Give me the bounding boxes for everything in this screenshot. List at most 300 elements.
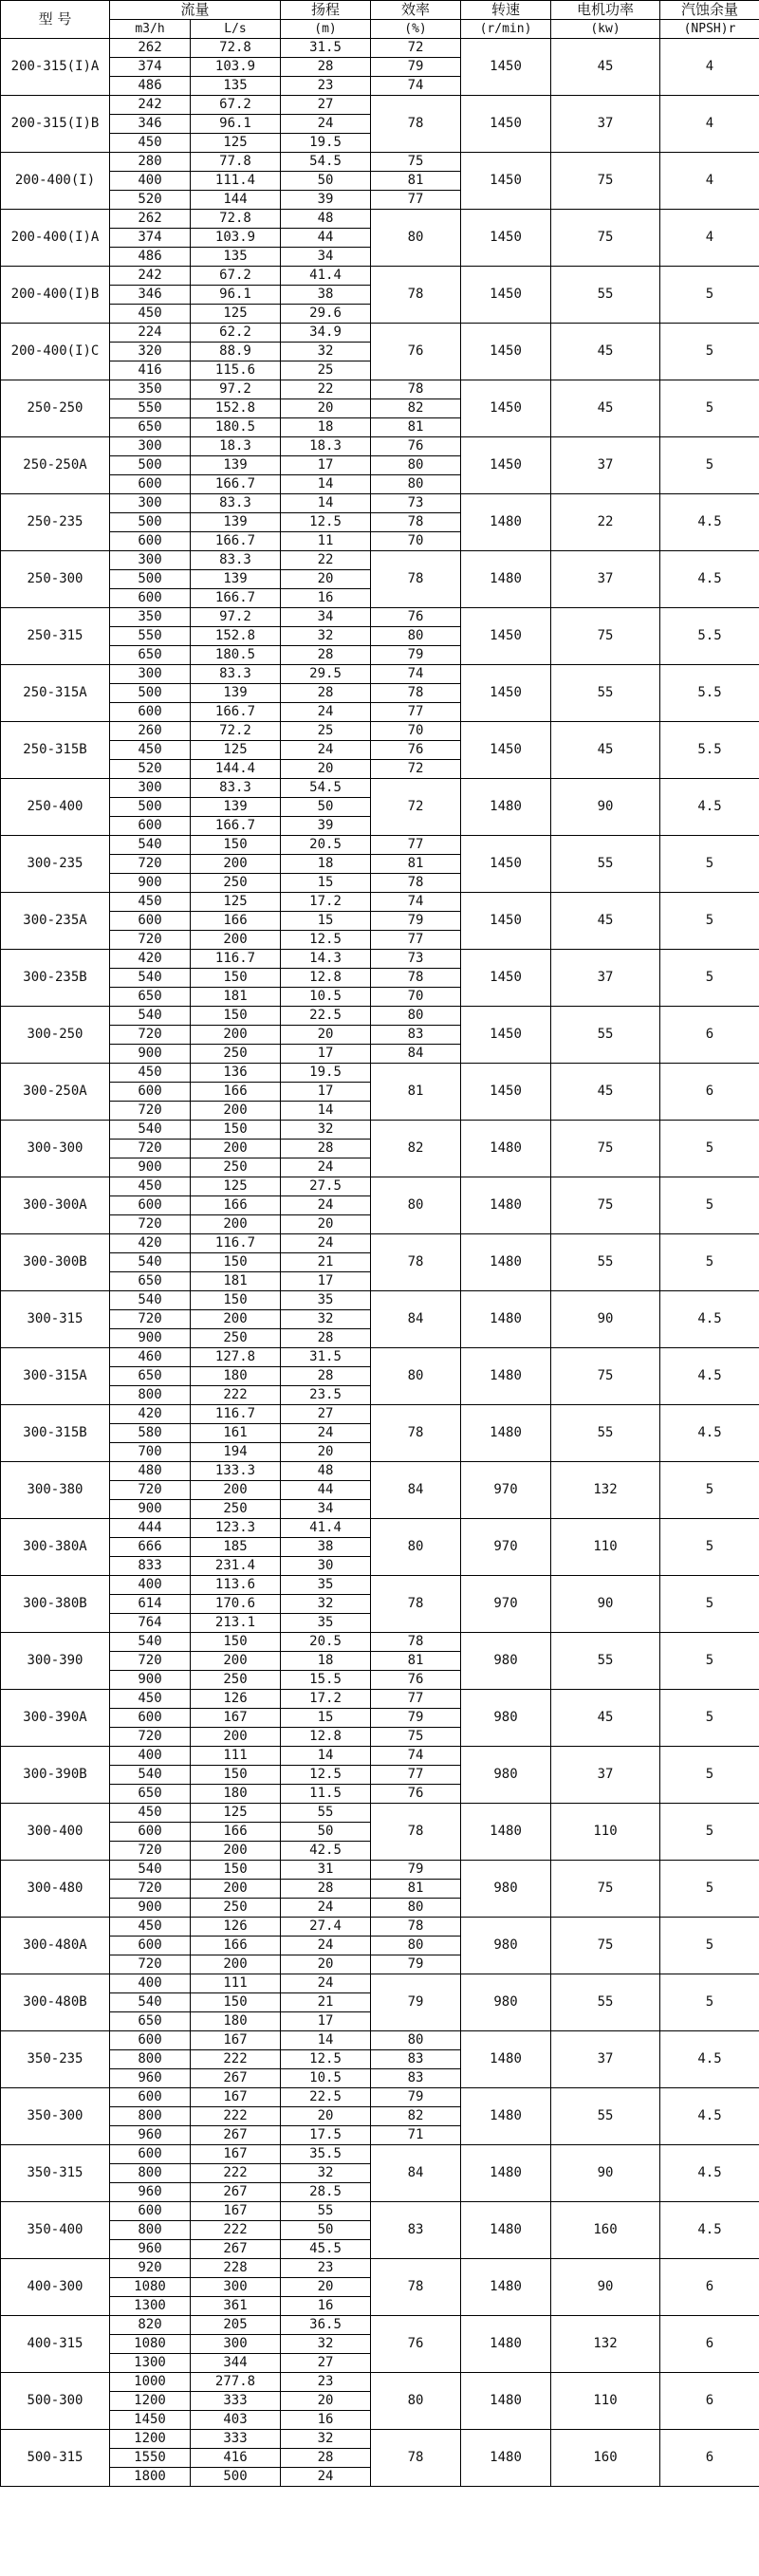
speed-cell: 980 bbox=[461, 1633, 551, 1690]
flow-ls-cell: 67.2 bbox=[191, 96, 281, 115]
flow-ls-cell: 200 bbox=[191, 1481, 281, 1500]
power-cell: 110 bbox=[551, 1519, 660, 1576]
head-cell: 31.5 bbox=[281, 39, 371, 58]
head-cell: 15 bbox=[281, 874, 371, 893]
flow-ls-cell: 125 bbox=[191, 1177, 281, 1196]
flow-m3h-cell: 600 bbox=[110, 817, 191, 836]
head-cell: 22.5 bbox=[281, 1007, 371, 1026]
npsh-cell: 6 bbox=[660, 2430, 759, 2487]
table-row bbox=[1, 96, 759, 115]
efficiency-cell: 78 bbox=[371, 1576, 461, 1633]
head-cell: 38 bbox=[281, 1538, 371, 1557]
head-cell: 17.5 bbox=[281, 2126, 371, 2145]
npsh-cell: 5 bbox=[660, 1747, 759, 1804]
flow-m3h-cell: 486 bbox=[110, 248, 191, 267]
flow-m3h-cell: 300 bbox=[110, 437, 191, 456]
flow-ls-cell: 126 bbox=[191, 1690, 281, 1709]
npsh-cell: 5 bbox=[660, 437, 759, 494]
table-row bbox=[1, 1405, 759, 1424]
power-cell: 45 bbox=[551, 1064, 660, 1121]
power-cell: 75 bbox=[551, 1861, 660, 1918]
flow-ls-cell: 185 bbox=[191, 1538, 281, 1557]
head-cell: 35 bbox=[281, 1291, 371, 1310]
model-cell: 200-400(I)C bbox=[1, 324, 110, 380]
head-cell: 15 bbox=[281, 1709, 371, 1728]
power-cell: 90 bbox=[551, 779, 660, 836]
power-cell: 90 bbox=[551, 2145, 660, 2202]
head-cell: 32 bbox=[281, 2164, 371, 2183]
flow-m3h-cell: 800 bbox=[110, 2221, 191, 2240]
model-cell: 300-480 bbox=[1, 1861, 110, 1918]
flow-m3h-cell: 540 bbox=[110, 1291, 191, 1310]
flow-m3h-cell: 320 bbox=[110, 343, 191, 361]
npsh-cell: 4.5 bbox=[660, 2202, 759, 2259]
npsh-cell: 4.5 bbox=[660, 494, 759, 551]
efficiency-cell: 83 bbox=[371, 2050, 461, 2069]
flow-m3h-cell: 1200 bbox=[110, 2392, 191, 2411]
head-cell: 20.5 bbox=[281, 1633, 371, 1652]
power-cell: 75 bbox=[551, 210, 660, 267]
head-cell: 48 bbox=[281, 1462, 371, 1481]
efficiency-cell: 80 bbox=[371, 1177, 461, 1234]
head-cell: 41.4 bbox=[281, 1519, 371, 1538]
model-cell: 300-390B bbox=[1, 1747, 110, 1804]
head-cell: 27.5 bbox=[281, 1177, 371, 1196]
flow-m3h-cell: 720 bbox=[110, 1140, 191, 1158]
model-cell: 300-315 bbox=[1, 1291, 110, 1348]
flow-m3h-cell: 550 bbox=[110, 399, 191, 418]
npsh-cell: 4.5 bbox=[660, 551, 759, 608]
power-cell: 160 bbox=[551, 2430, 660, 2487]
efficiency-cell: 72 bbox=[371, 39, 461, 58]
flow-m3h-cell: 500 bbox=[110, 513, 191, 532]
efficiency-cell: 74 bbox=[371, 77, 461, 96]
flow-ls-cell: 125 bbox=[191, 134, 281, 153]
efficiency-cell: 79 bbox=[371, 1955, 461, 1974]
power-unit: (kw) bbox=[551, 20, 660, 39]
table-row bbox=[1, 1804, 759, 1823]
flow-m3h-cell: 800 bbox=[110, 1386, 191, 1405]
table-row bbox=[1, 2088, 759, 2107]
flow-m3h-cell: 420 bbox=[110, 1234, 191, 1253]
flow-m3h-cell: 600 bbox=[110, 1823, 191, 1842]
head-cell: 28 bbox=[281, 58, 371, 77]
flow-ls-cell: 62.2 bbox=[191, 324, 281, 343]
head-cell: 14 bbox=[281, 475, 371, 494]
efficiency-cell: 73 bbox=[371, 950, 461, 969]
table-row bbox=[1, 380, 759, 399]
head-cell: 23 bbox=[281, 2373, 371, 2392]
speed-cell: 1450 bbox=[461, 950, 551, 1007]
flow-ls-cell: 250 bbox=[191, 1500, 281, 1519]
model-cell: 300-250A bbox=[1, 1064, 110, 1121]
power-cell: 75 bbox=[551, 608, 660, 665]
head-cell: 28 bbox=[281, 646, 371, 665]
flow-ls-cell: 166 bbox=[191, 1083, 281, 1102]
npsh-cell: 5 bbox=[660, 1121, 759, 1177]
npsh-cell: 5 bbox=[660, 836, 759, 893]
flow-m3h-cell: 300 bbox=[110, 551, 191, 570]
flow-m3h-cell: 450 bbox=[110, 741, 191, 760]
table-row bbox=[1, 2202, 759, 2221]
flow-ls-cell: 403 bbox=[191, 2411, 281, 2430]
flow-ls-cell: 166 bbox=[191, 912, 281, 931]
flow-m3h-cell: 600 bbox=[110, 2202, 191, 2221]
efficiency-cell: 80 bbox=[371, 2031, 461, 2050]
head-cell: 20 bbox=[281, 1955, 371, 1974]
flow-ls-cell: 67.2 bbox=[191, 267, 281, 286]
speed-cell: 1480 bbox=[461, 551, 551, 608]
head-cell: 50 bbox=[281, 172, 371, 191]
npsh-cell: 6 bbox=[660, 2259, 759, 2316]
speed-cell: 1450 bbox=[461, 665, 551, 722]
flow-ls-cell: 161 bbox=[191, 1424, 281, 1443]
flow-ls-cell: 167 bbox=[191, 2031, 281, 2050]
head-cell: 55 bbox=[281, 1804, 371, 1823]
head-cell: 28 bbox=[281, 1140, 371, 1158]
table-row bbox=[1, 1861, 759, 1880]
power-cell: 37 bbox=[551, 950, 660, 1007]
table-row bbox=[1, 1918, 759, 1937]
flow-m3h-cell: 1080 bbox=[110, 2278, 191, 2297]
head-cell: 32 bbox=[281, 1121, 371, 1140]
head-cell: 34 bbox=[281, 1500, 371, 1519]
flow-m3h-cell: 444 bbox=[110, 1519, 191, 1538]
head-cell: 35 bbox=[281, 1576, 371, 1595]
head-cell: 18.3 bbox=[281, 437, 371, 456]
flow-m3h-cell: 300 bbox=[110, 779, 191, 798]
efficiency-cell: 79 bbox=[371, 646, 461, 665]
head-cell: 18 bbox=[281, 418, 371, 437]
flow-ls-cell: 500 bbox=[191, 2468, 281, 2487]
flow-m3h-cell: 600 bbox=[110, 1709, 191, 1728]
flow-m3h-cell: 960 bbox=[110, 2240, 191, 2259]
flow-ls-cell: 77.8 bbox=[191, 153, 281, 172]
efficiency-cell: 70 bbox=[371, 988, 461, 1007]
speed-cell: 1480 bbox=[461, 494, 551, 551]
efficiency-cell: 76 bbox=[371, 608, 461, 627]
head-cell: 14 bbox=[281, 2031, 371, 2050]
header-row bbox=[1, 1, 759, 20]
flow-ls-cell: 125 bbox=[191, 305, 281, 324]
flow-m3h-cell: 450 bbox=[110, 1918, 191, 1937]
npsh-cell: 5 bbox=[660, 324, 759, 380]
npsh-cell: 4.5 bbox=[660, 1348, 759, 1405]
flow-ls-cell: 361 bbox=[191, 2297, 281, 2316]
flow-ls-cell: 152.8 bbox=[191, 627, 281, 646]
flow-m3h-cell: 720 bbox=[110, 855, 191, 874]
flow-m3h-cell: 550 bbox=[110, 627, 191, 646]
npsh-cell: 5.5 bbox=[660, 722, 759, 779]
table-row bbox=[1, 1633, 759, 1652]
efficiency-cell: 80 bbox=[371, 1937, 461, 1955]
flow-m3h-cell: 300 bbox=[110, 665, 191, 684]
flow-m3h-cell: 260 bbox=[110, 722, 191, 741]
npsh-cell: 5 bbox=[660, 950, 759, 1007]
flow-ls-cell: 127.8 bbox=[191, 1348, 281, 1367]
head-header: 扬程 bbox=[281, 1, 371, 20]
efficiency-cell: 79 bbox=[371, 2088, 461, 2107]
speed-cell: 980 bbox=[461, 1918, 551, 1974]
head-cell: 15.5 bbox=[281, 1671, 371, 1690]
flow-ls-cell: 250 bbox=[191, 1158, 281, 1177]
flow-ls-cell: 150 bbox=[191, 1861, 281, 1880]
flow-m3h-cell: 720 bbox=[110, 1842, 191, 1861]
efficiency-cell: 77 bbox=[371, 1690, 461, 1709]
flow-m3h-cell: 600 bbox=[110, 2088, 191, 2107]
table-row bbox=[1, 1974, 759, 1993]
head-cell: 32 bbox=[281, 343, 371, 361]
flow-ls-cell: 300 bbox=[191, 2278, 281, 2297]
flow-ls-cell: 150 bbox=[191, 1766, 281, 1785]
efficiency-header: 效率 bbox=[371, 1, 461, 20]
head-cell: 50 bbox=[281, 2221, 371, 2240]
efficiency-cell: 78 bbox=[371, 1633, 461, 1652]
table-row bbox=[1, 836, 759, 855]
efficiency-cell: 83 bbox=[371, 2069, 461, 2088]
flow-m3h-cell: 1000 bbox=[110, 2373, 191, 2392]
head-cell: 30 bbox=[281, 1557, 371, 1576]
power-cell: 160 bbox=[551, 2202, 660, 2259]
head-cell: 24 bbox=[281, 1974, 371, 1993]
flow-m3h-cell: 420 bbox=[110, 1405, 191, 1424]
flow-ls-cell: 267 bbox=[191, 2126, 281, 2145]
head-cell: 22 bbox=[281, 380, 371, 399]
speed-cell: 1450 bbox=[461, 437, 551, 494]
flow-m3h-cell: 540 bbox=[110, 969, 191, 988]
head-cell: 17 bbox=[281, 1083, 371, 1102]
power-cell: 45 bbox=[551, 324, 660, 380]
head-cell: 17 bbox=[281, 456, 371, 475]
head-cell: 14 bbox=[281, 1102, 371, 1121]
flow-ls-cell: 133.3 bbox=[191, 1462, 281, 1481]
flow-m3h-cell: 450 bbox=[110, 1804, 191, 1823]
head-cell: 28 bbox=[281, 1329, 371, 1348]
flow-ls-cell: 181 bbox=[191, 1272, 281, 1291]
flow-ls-cell: 166.7 bbox=[191, 532, 281, 551]
flow-m3h-cell: 600 bbox=[110, 1083, 191, 1102]
flow-m3h-cell: 720 bbox=[110, 1310, 191, 1329]
table-body bbox=[1, 39, 759, 2487]
flow-ls-cell: 200 bbox=[191, 1728, 281, 1747]
efficiency-cell: 76 bbox=[371, 1785, 461, 1804]
npsh-cell: 4.5 bbox=[660, 2031, 759, 2088]
flow-m3h-unit: m3/h bbox=[110, 20, 191, 39]
flow-m3h-cell: 1080 bbox=[110, 2335, 191, 2354]
efficiency-cell: 77 bbox=[371, 703, 461, 722]
flow-ls-cell: 250 bbox=[191, 874, 281, 893]
flow-ls-cell: 228 bbox=[191, 2259, 281, 2278]
model-cell: 300-390A bbox=[1, 1690, 110, 1747]
model-cell: 500-315 bbox=[1, 2430, 110, 2487]
flow-m3h-cell: 540 bbox=[110, 1633, 191, 1652]
flow-ls-cell: 113.6 bbox=[191, 1576, 281, 1595]
flow-ls-cell: 200 bbox=[191, 1140, 281, 1158]
head-cell: 24 bbox=[281, 1424, 371, 1443]
power-cell: 55 bbox=[551, 1633, 660, 1690]
flow-ls-cell: 277.8 bbox=[191, 2373, 281, 2392]
head-cell: 54.5 bbox=[281, 779, 371, 798]
flow-m3h-cell: 400 bbox=[110, 1974, 191, 1993]
flow-ls-cell: 126 bbox=[191, 1918, 281, 1937]
npsh-cell: 6 bbox=[660, 2316, 759, 2373]
head-cell: 20.5 bbox=[281, 836, 371, 855]
head-cell: 32 bbox=[281, 1310, 371, 1329]
flow-m3h-cell: 666 bbox=[110, 1538, 191, 1557]
power-cell: 55 bbox=[551, 665, 660, 722]
model-cell: 300-235B bbox=[1, 950, 110, 1007]
flow-m3h-cell: 720 bbox=[110, 1728, 191, 1747]
head-cell: 20 bbox=[281, 1443, 371, 1462]
flow-ls-cell: 180 bbox=[191, 2012, 281, 2031]
flow-m3h-cell: 540 bbox=[110, 1993, 191, 2012]
flow-m3h-cell: 242 bbox=[110, 96, 191, 115]
power-cell: 37 bbox=[551, 96, 660, 153]
flow-m3h-cell: 500 bbox=[110, 684, 191, 703]
model-cell: 350-300 bbox=[1, 2088, 110, 2145]
head-cell: 20 bbox=[281, 2392, 371, 2411]
efficiency-cell: 80 bbox=[371, 1007, 461, 1026]
head-cell: 44 bbox=[281, 229, 371, 248]
npsh-cell: 4 bbox=[660, 39, 759, 96]
model-cell: 300-390 bbox=[1, 1633, 110, 1690]
flow-ls-cell: 83.3 bbox=[191, 551, 281, 570]
head-cell: 10.5 bbox=[281, 988, 371, 1007]
head-cell: 22.5 bbox=[281, 2088, 371, 2107]
power-cell: 55 bbox=[551, 1974, 660, 2031]
model-cell: 250-400 bbox=[1, 779, 110, 836]
speed-cell: 1450 bbox=[461, 96, 551, 153]
head-cell: 25 bbox=[281, 361, 371, 380]
efficiency-cell: 81 bbox=[371, 418, 461, 437]
model-cell: 300-380B bbox=[1, 1576, 110, 1633]
efficiency-cell: 83 bbox=[371, 1026, 461, 1045]
head-cell: 36.5 bbox=[281, 2316, 371, 2335]
flow-ls-cell: 116.7 bbox=[191, 1234, 281, 1253]
head-cell: 16 bbox=[281, 589, 371, 608]
flow-ls-cell: 166 bbox=[191, 1937, 281, 1955]
npsh-cell: 5 bbox=[660, 1234, 759, 1291]
flow-ls-cell: 72.8 bbox=[191, 210, 281, 229]
flow-m3h-cell: 920 bbox=[110, 2259, 191, 2278]
table-row bbox=[1, 324, 759, 343]
flow-ls-cell: 97.2 bbox=[191, 608, 281, 627]
flow-ls-cell: 194 bbox=[191, 1443, 281, 1462]
table-row bbox=[1, 1064, 759, 1083]
table-row bbox=[1, 1348, 759, 1367]
table-row bbox=[1, 1007, 759, 1026]
head-cell: 39 bbox=[281, 191, 371, 210]
power-cell: 55 bbox=[551, 1234, 660, 1291]
flow-m3h-cell: 720 bbox=[110, 1215, 191, 1234]
efficiency-cell: 78 bbox=[371, 96, 461, 153]
flow-m3h-cell: 450 bbox=[110, 893, 191, 912]
flow-m3h-cell: 720 bbox=[110, 1481, 191, 1500]
head-cell: 12.5 bbox=[281, 931, 371, 950]
flow-ls-cell: 150 bbox=[191, 969, 281, 988]
flow-ls-cell: 180.5 bbox=[191, 646, 281, 665]
flow-m3h-cell: 480 bbox=[110, 1462, 191, 1481]
efficiency-cell: 78 bbox=[371, 267, 461, 324]
unit-row bbox=[1, 20, 759, 39]
flow-ls-cell: 333 bbox=[191, 2392, 281, 2411]
model-cell: 500-300 bbox=[1, 2373, 110, 2430]
speed-cell: 1450 bbox=[461, 836, 551, 893]
efficiency-cell: 76 bbox=[371, 1671, 461, 1690]
flow-m3h-cell: 900 bbox=[110, 1045, 191, 1064]
model-cell: 250-300 bbox=[1, 551, 110, 608]
flow-m3h-cell: 900 bbox=[110, 1671, 191, 1690]
efficiency-cell: 84 bbox=[371, 1045, 461, 1064]
model-cell: 400-315 bbox=[1, 2316, 110, 2373]
head-cell: 32 bbox=[281, 627, 371, 646]
flow-m3h-cell: 262 bbox=[110, 39, 191, 58]
flow-m3h-cell: 800 bbox=[110, 2050, 191, 2069]
efficiency-cell: 84 bbox=[371, 1291, 461, 1348]
head-cell: 20 bbox=[281, 2278, 371, 2297]
head-cell: 34 bbox=[281, 248, 371, 267]
head-cell: 17 bbox=[281, 1045, 371, 1064]
table-row bbox=[1, 1121, 759, 1140]
efficiency-cell: 81 bbox=[371, 172, 461, 191]
flow-ls-cell: 250 bbox=[191, 1671, 281, 1690]
flow-m3h-cell: 1300 bbox=[110, 2297, 191, 2316]
flow-ls-cell: 139 bbox=[191, 456, 281, 475]
model-cell: 250-250 bbox=[1, 380, 110, 437]
head-cell: 23.5 bbox=[281, 1386, 371, 1405]
flow-ls-cell: 166.7 bbox=[191, 817, 281, 836]
power-cell: 37 bbox=[551, 437, 660, 494]
flow-ls-cell: 111 bbox=[191, 1747, 281, 1766]
flow-m3h-cell: 416 bbox=[110, 361, 191, 380]
flow-m3h-cell: 600 bbox=[110, 912, 191, 931]
speed-cell: 1480 bbox=[461, 2373, 551, 2430]
efficiency-cell: 80 bbox=[371, 475, 461, 494]
flow-ls-cell: 180 bbox=[191, 1367, 281, 1386]
flow-ls-cell: 72.2 bbox=[191, 722, 281, 741]
speed-cell: 980 bbox=[461, 1861, 551, 1918]
flow-ls-cell: 250 bbox=[191, 1899, 281, 1918]
table-row bbox=[1, 1747, 759, 1766]
speed-cell: 1450 bbox=[461, 1007, 551, 1064]
power-cell: 132 bbox=[551, 1462, 660, 1519]
table-row bbox=[1, 437, 759, 456]
model-cell: 250-315B bbox=[1, 722, 110, 779]
model-cell: 200-400(I)B bbox=[1, 267, 110, 324]
efficiency-cell: 80 bbox=[371, 1348, 461, 1405]
flow-ls-cell: 139 bbox=[191, 513, 281, 532]
flow-m3h-cell: 1800 bbox=[110, 2468, 191, 2487]
flow-ls-cell: 181 bbox=[191, 988, 281, 1007]
efficiency-cell: 83 bbox=[371, 2202, 461, 2259]
efficiency-cell: 79 bbox=[371, 912, 461, 931]
model-cell: 350-315 bbox=[1, 2145, 110, 2202]
table-row bbox=[1, 39, 759, 58]
flow-m3h-cell: 1200 bbox=[110, 2430, 191, 2449]
flow-ls-cell: 152.8 bbox=[191, 399, 281, 418]
model-cell: 300-235 bbox=[1, 836, 110, 893]
flow-ls-cell: 222 bbox=[191, 2164, 281, 2183]
head-cell: 17.2 bbox=[281, 1690, 371, 1709]
flow-m3h-cell: 650 bbox=[110, 1367, 191, 1386]
efficiency-unit: (%) bbox=[371, 20, 461, 39]
head-cell: 16 bbox=[281, 2297, 371, 2316]
flow-ls-cell: 125 bbox=[191, 741, 281, 760]
model-header: 型 号 bbox=[1, 1, 110, 39]
head-cell: 34 bbox=[281, 608, 371, 627]
head-cell: 29.6 bbox=[281, 305, 371, 324]
flow-ls-cell: 200 bbox=[191, 1842, 281, 1861]
